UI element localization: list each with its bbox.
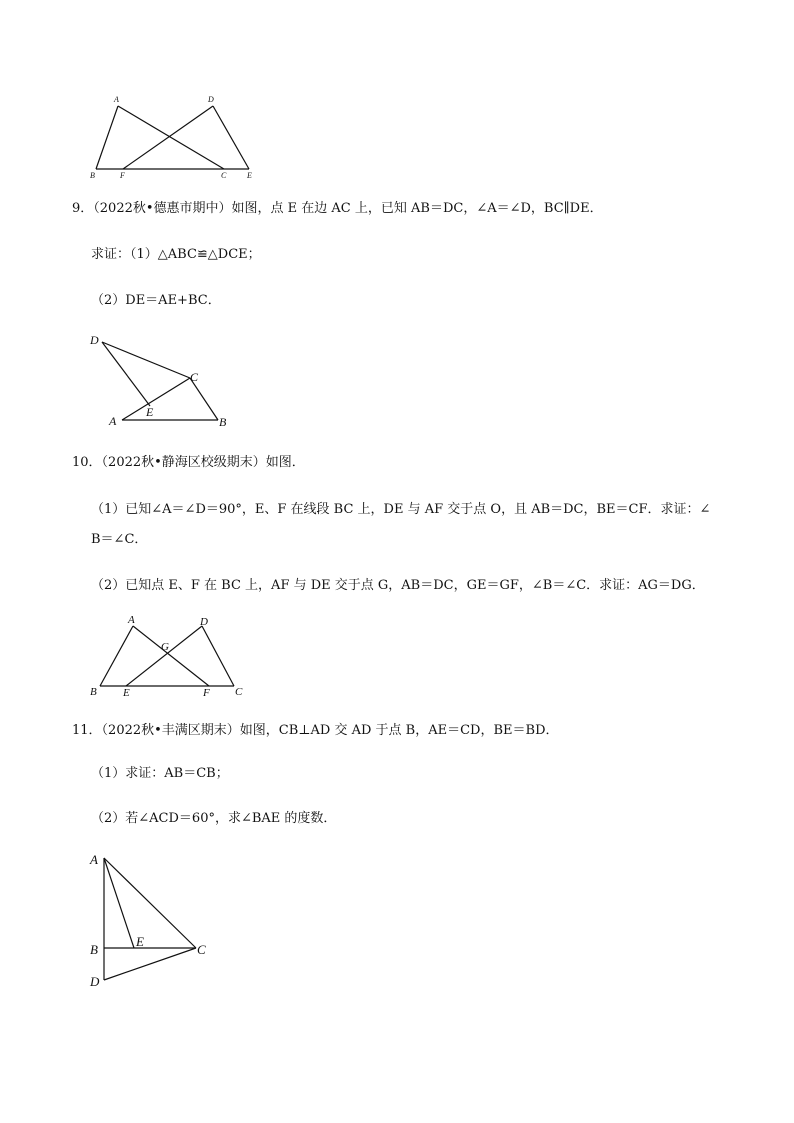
label-C: C xyxy=(221,171,227,180)
q10-part1-line1: （1）已知∠A＝∠D＝90°，E、F 在线段 BC 上，DE 与 AF 交于点 O，且 AB＝DC，BE＝CF．求证：∠ xyxy=(91,502,711,517)
q9-part2: （2）DE＝AE+BC． xyxy=(91,293,221,308)
label-D: D xyxy=(90,974,100,989)
q11-figure xyxy=(84,850,224,995)
label-E: E xyxy=(146,405,154,419)
label-G: G xyxy=(161,641,169,653)
label-C: C xyxy=(197,942,206,957)
label-E: E xyxy=(247,171,252,180)
label-D: D xyxy=(90,333,99,347)
label-F: F xyxy=(120,171,125,180)
q11-stem: 11．（2022秋•丰满区期末）如图，CB⊥AD 交 AD 于点 B，AE＝CD，BE＝BD． xyxy=(72,723,559,738)
label-D: D xyxy=(208,95,214,104)
q9-part1: 求证：（1）△ABC≌△DCE； xyxy=(91,247,261,262)
label-E: E xyxy=(136,934,144,949)
label-B: B xyxy=(90,686,97,698)
q10-figure xyxy=(88,612,258,702)
q11-part1: （1）求证：AB＝CB； xyxy=(91,766,229,781)
q10-part1-line2: B＝∠C． xyxy=(91,532,148,547)
q9-stem: 9．（2022秋•德惠市期中）如图，点 E 在边 AC 上，已知 AB＝DC，∠A＝∠D，BC∥DE． xyxy=(72,201,603,216)
label-B: B xyxy=(219,415,227,429)
label-F: F xyxy=(203,687,210,699)
q10-stem: 10．（2022秋•静海区校级期末）如图． xyxy=(72,455,305,470)
label-A: A xyxy=(128,614,135,626)
q9-figure xyxy=(80,328,240,433)
q10-part2: （2）已知点 E、F 在 BC 上，AF 与 DE 交于点 G，AB＝DC，GE＝GF，∠B＝∠C．求证：AG＝DG． xyxy=(91,578,705,593)
label-D: D xyxy=(200,616,208,628)
label-B: B xyxy=(90,171,95,180)
label-A: A xyxy=(114,95,119,104)
label-A: A xyxy=(109,414,117,428)
label-E: E xyxy=(123,687,130,699)
label-A: A xyxy=(90,852,98,867)
label-C: C xyxy=(235,686,243,698)
top-figure xyxy=(80,90,270,185)
q11-part2: （2）若∠ACD＝60°，求∠BAE 的度数． xyxy=(91,811,337,826)
label-C: C xyxy=(190,370,199,384)
label-B: B xyxy=(90,942,98,957)
